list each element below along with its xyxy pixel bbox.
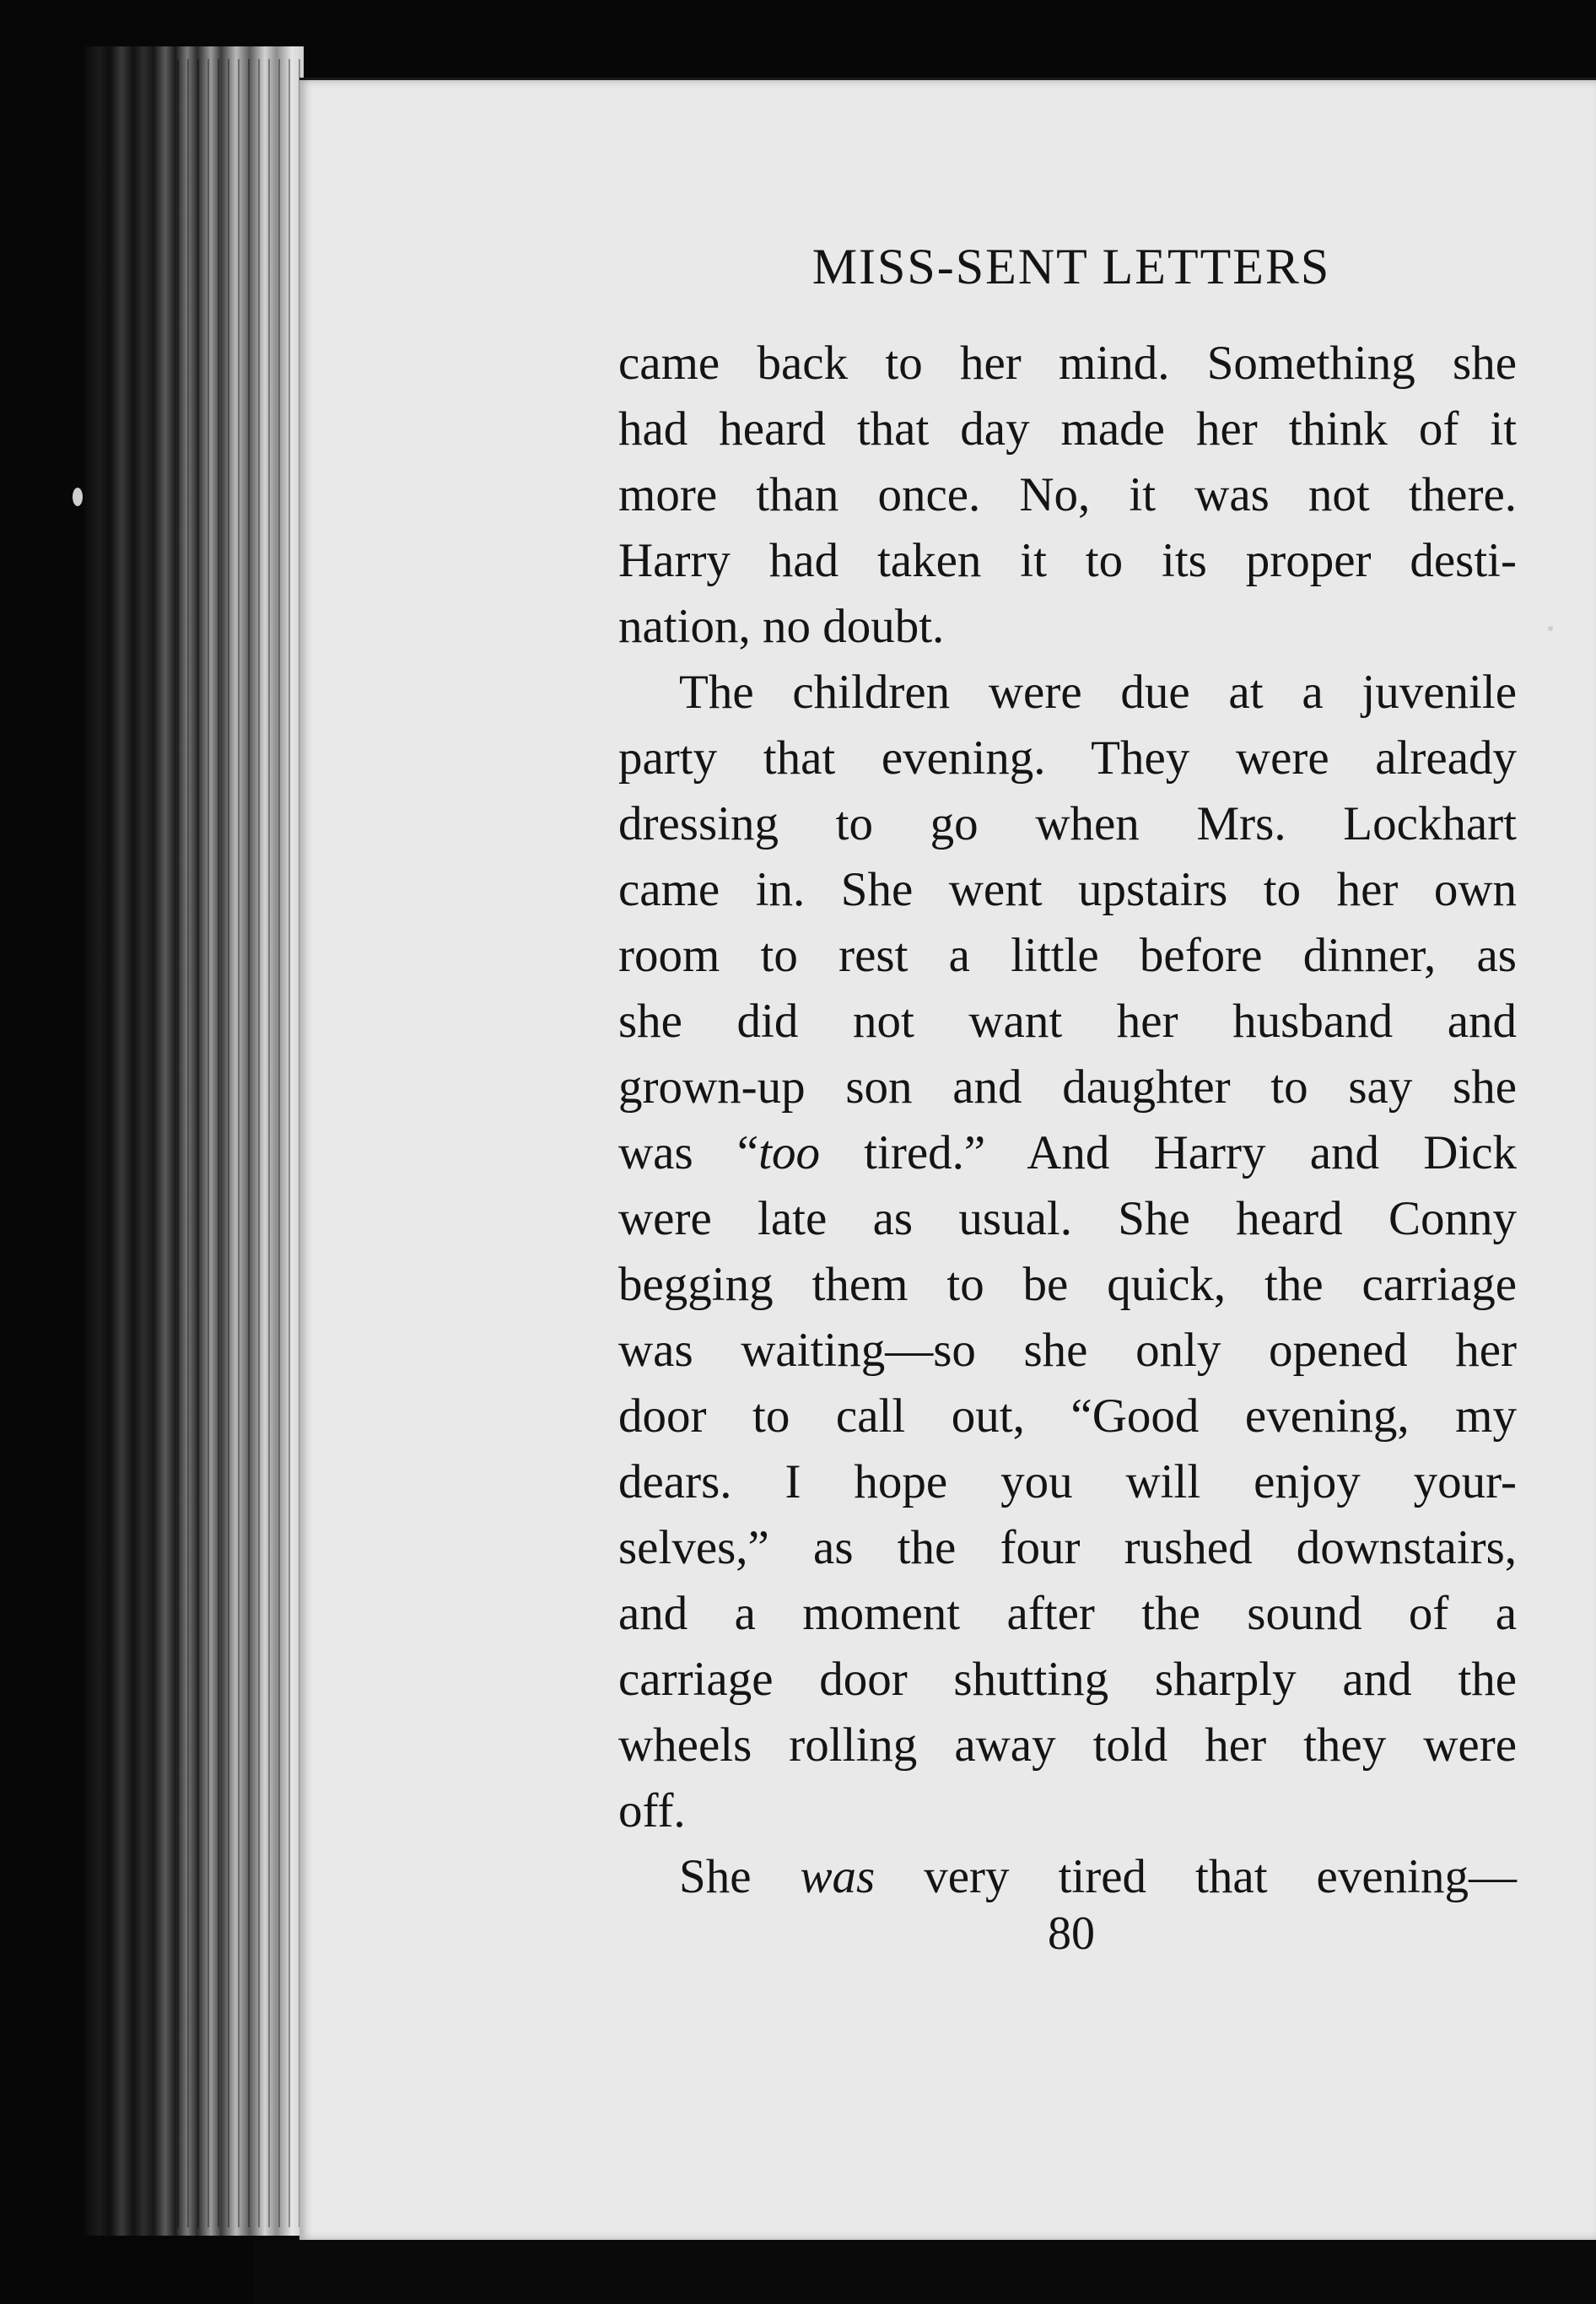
text-line: carriage door shutting sharply and the bbox=[618, 1653, 1517, 1706]
scan-speck bbox=[1548, 626, 1553, 631]
text-line: and a moment after the sound of a bbox=[618, 1587, 1517, 1640]
text-line: more than once. No, it was not there. bbox=[618, 468, 1517, 521]
text-line: had heard that day made her think of it bbox=[618, 402, 1517, 456]
text-line: nation, no doubt. bbox=[618, 600, 945, 653]
page-number: 80 bbox=[1048, 1907, 1095, 1960]
text-line: party that evening. They were already bbox=[618, 731, 1517, 785]
text-line: grown-up son and daughter to say she bbox=[618, 1060, 1517, 1114]
text-line: dears. I hope you will enjoy your- bbox=[618, 1455, 1517, 1508]
text-line: were late as usual. She heard Conny bbox=[618, 1192, 1517, 1245]
text-line: came in. She went upstairs to her own bbox=[618, 863, 1517, 916]
text-line: The children were due at a juvenile bbox=[679, 666, 1517, 719]
scan-bottom-edge bbox=[253, 2240, 1596, 2304]
text-line: Harry had taken it to its proper desti- bbox=[618, 534, 1517, 587]
text-line: She was very tired that evening— bbox=[679, 1850, 1517, 1903]
body-text bbox=[618, 331, 1517, 1910]
italic-word: too bbox=[758, 1126, 820, 1179]
text-line: was waiting—so she only opened her bbox=[618, 1324, 1517, 1377]
book-page-edge-lines bbox=[177, 59, 304, 2227]
text-line: room to rest a little before dinner, as bbox=[618, 929, 1517, 982]
text-line: came back to her mind. Something she bbox=[618, 337, 1517, 390]
text-line: wheels rolling away told her they were bbox=[618, 1719, 1517, 1772]
text-line: begging them to be quick, the carriage bbox=[618, 1258, 1517, 1311]
text-line: selves,” as the four rushed downstairs, bbox=[618, 1521, 1517, 1574]
text-line: off. bbox=[618, 1784, 686, 1837]
text-line: dressing to go when Mrs. Lockhart bbox=[618, 797, 1517, 850]
italic-word: was bbox=[800, 1850, 876, 1903]
text-line: she did not want her husband and bbox=[618, 995, 1517, 1048]
text-line: door to call out, “Good evening, my bbox=[618, 1389, 1517, 1443]
text-line: was “too tired.” And Harry and Dick bbox=[618, 1126, 1517, 1179]
running-head: MISS-SENT LETTERS bbox=[811, 239, 1331, 294]
scan-speck bbox=[73, 488, 83, 506]
